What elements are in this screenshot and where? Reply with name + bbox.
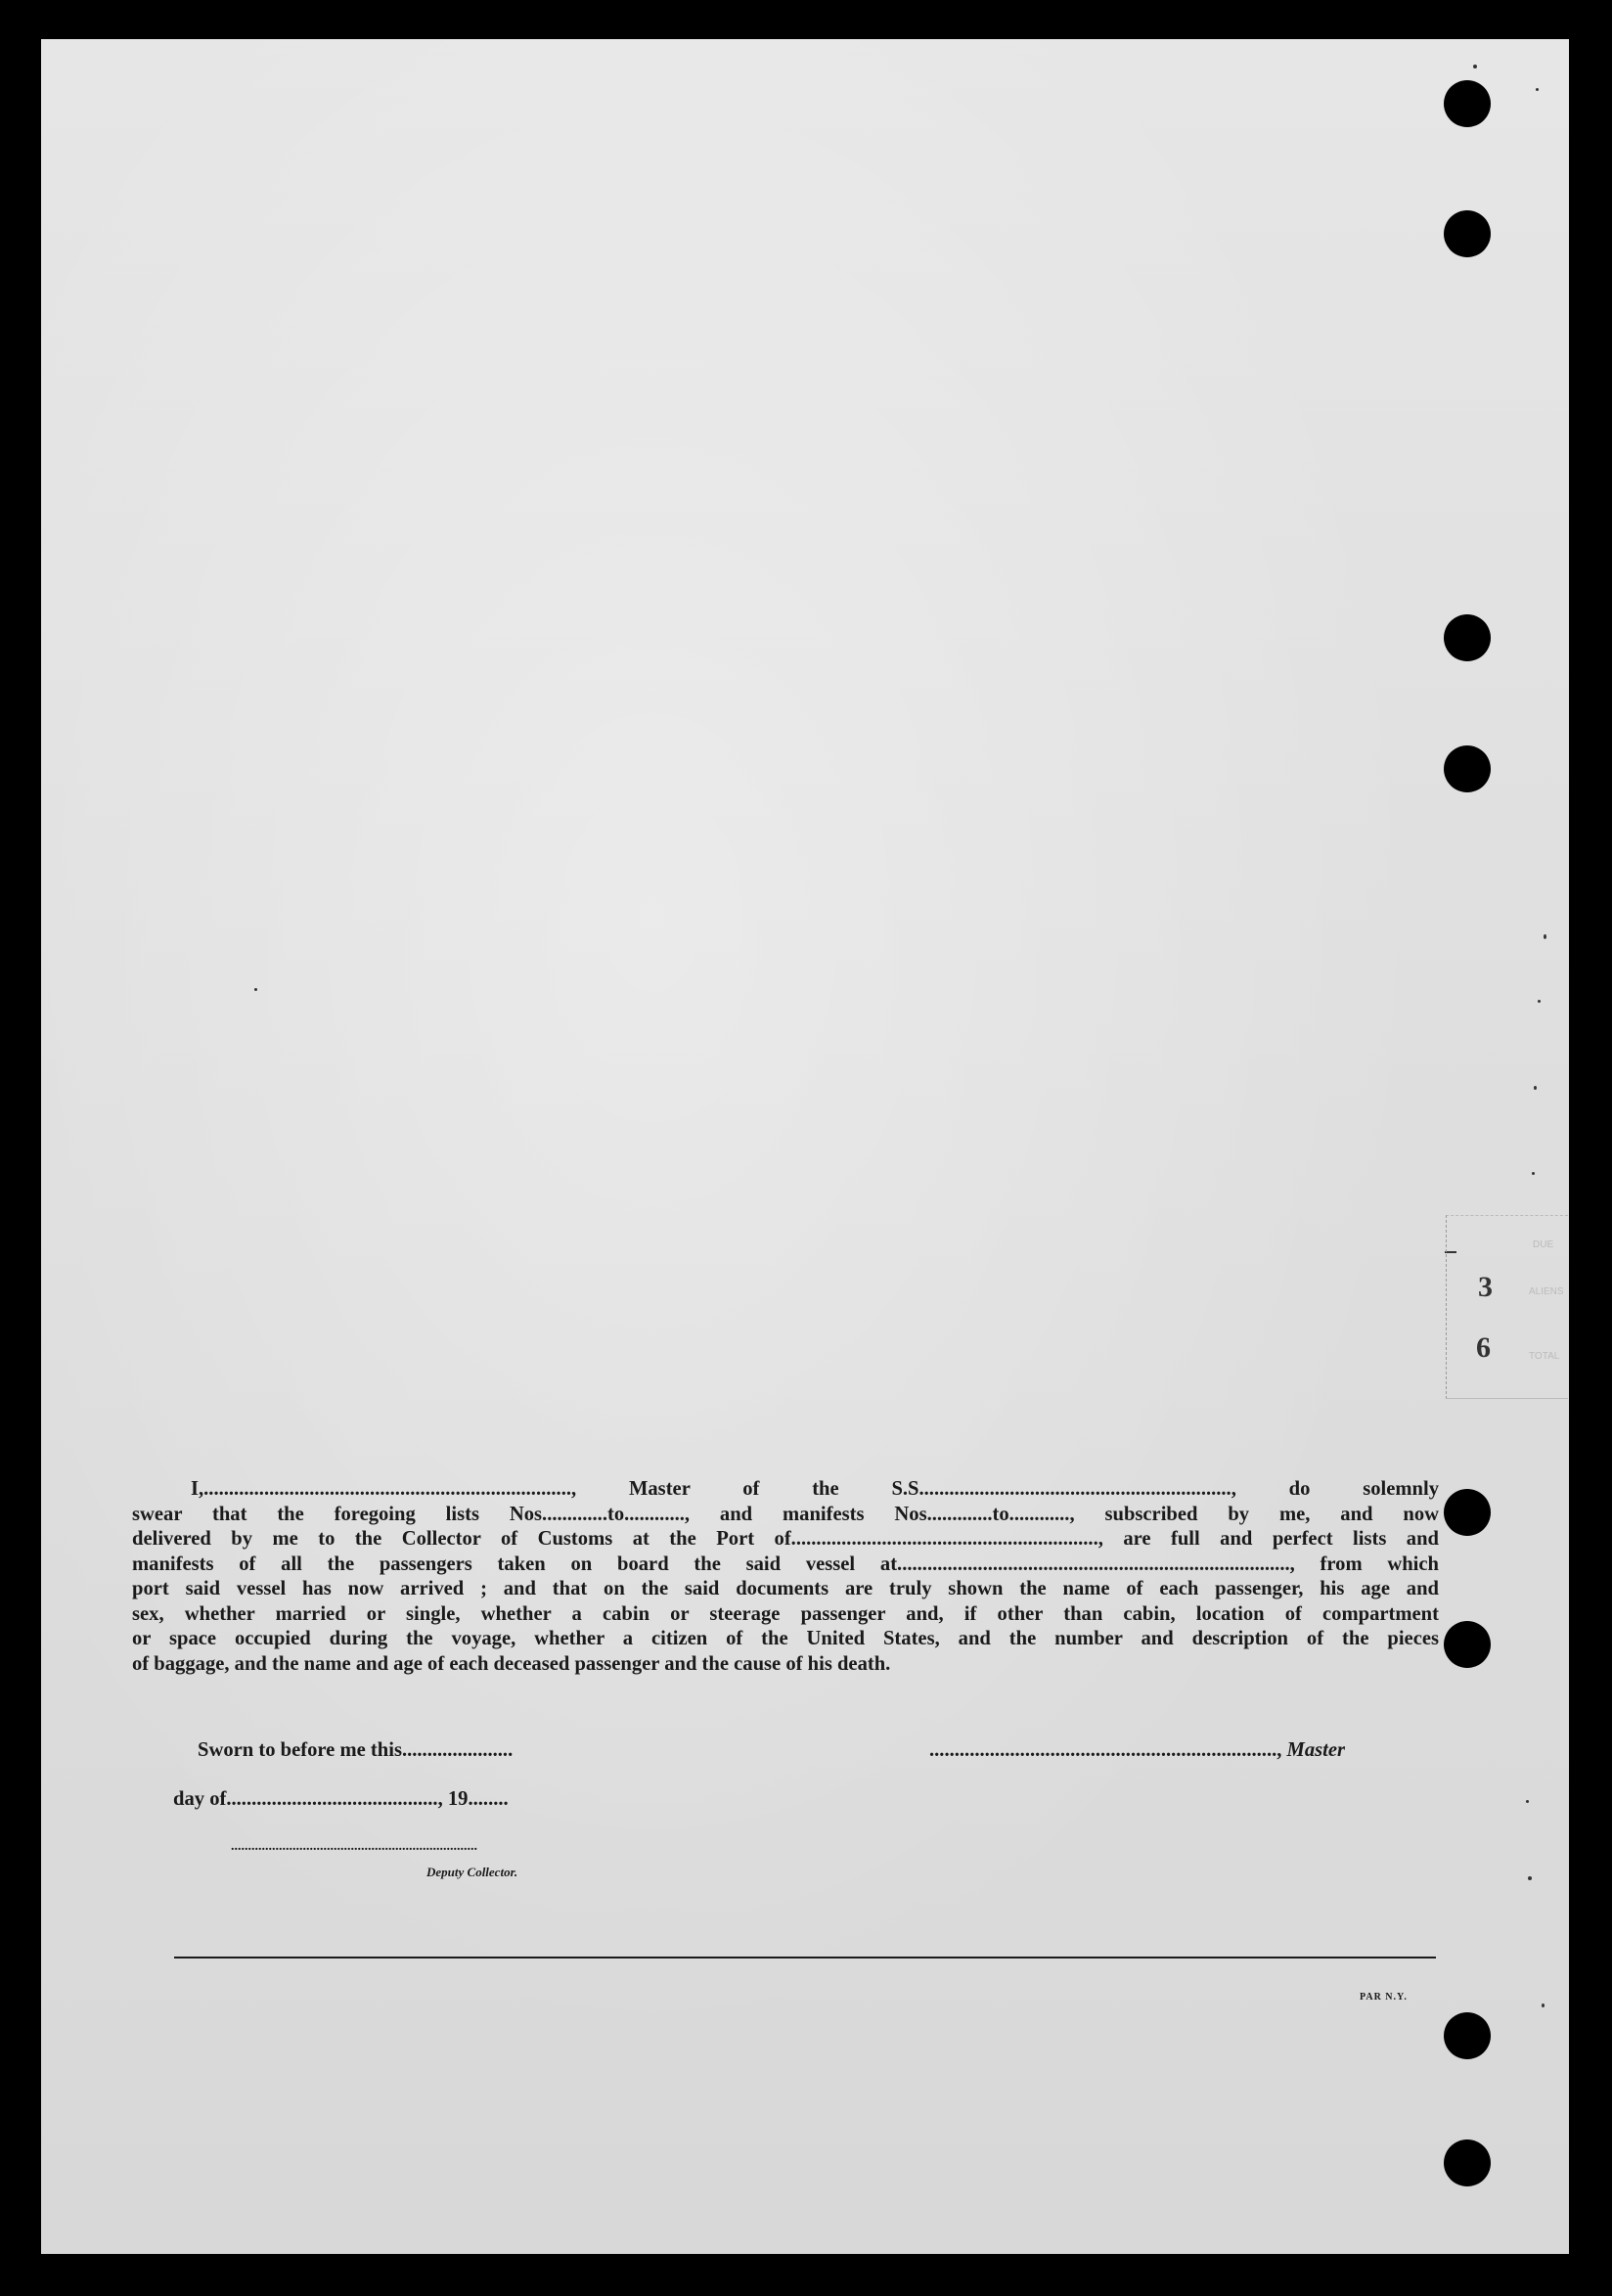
- punch-hole: [1444, 2012, 1491, 2059]
- speck: [1542, 2003, 1545, 2007]
- master-signature-dots: .....................................................................,: [929, 1739, 1282, 1761]
- punch-hole: [1444, 614, 1491, 661]
- punch-hole: [1444, 2139, 1491, 2186]
- oath-line: delivered by me to the Collector of Customs at the Port of............................................................., are full and perfect lists and: [132, 1528, 1439, 1550]
- speck: [1544, 934, 1546, 939]
- stamp-faint-label: ALIENS: [1529, 1286, 1564, 1297]
- speck: [1528, 1876, 1532, 1880]
- speck: [1534, 1086, 1537, 1090]
- speck: [1526, 1800, 1529, 1803]
- oath-line: of baggage, and the name and age of each deceased passenger and the cause of his death.: [132, 1652, 891, 1675]
- sworn-line: Sworn to before me this......................: [198, 1739, 514, 1761]
- oath-line: swear that the foregoing lists Nos.............to............, and manifests Nos.............to............, subscribed by me, and now: [132, 1503, 1439, 1525]
- oath-line: manifests of all the passengers taken on board the said vessel at.............................................................................., from which: [132, 1553, 1439, 1575]
- punch-hole: [1444, 1489, 1491, 1536]
- stamp-digit: 3: [1478, 1271, 1493, 1303]
- tally-stamp: [1446, 1215, 1568, 1399]
- speck: [1473, 65, 1477, 68]
- oath-line: I,........................................................................., Master of the S.S.............................................................., do solemnly: [191, 1478, 1439, 1500]
- master-signature-line: [929, 1739, 1345, 1762]
- speck: [1536, 88, 1539, 91]
- oath-line: sex, whether married or single, whether a cabin or steerage passenger and, if other than cabin, location of compartment: [132, 1602, 1439, 1625]
- master-label: Master: [1286, 1739, 1346, 1761]
- master-oath-paragraph: [132, 1477, 1439, 1677]
- punch-hole: [1444, 210, 1491, 257]
- deputy-collector-label: Deputy Collector.: [426, 1865, 518, 1879]
- speck: [1538, 1000, 1541, 1003]
- deputy-signature-dots: ........................................................................: [231, 1839, 477, 1854]
- punch-hole: [1444, 1621, 1491, 1668]
- punch-hole: [1444, 80, 1491, 127]
- document-page: [41, 39, 1569, 2254]
- oath-line: or space occupied during the voyage, whether a citizen of the United States, and the number and description of the pieces: [132, 1628, 1439, 1649]
- speck: [1532, 1172, 1535, 1175]
- horizontal-rule: [174, 1957, 1436, 1958]
- speck: [254, 988, 257, 991]
- oath-line: port said vessel has now arrived ; and that on the said documents are truly shown the name of each passenger, his age and: [132, 1578, 1439, 1599]
- punch-hole: [1444, 745, 1491, 792]
- stamp-faint-label: TOTAL: [1529, 1351, 1560, 1362]
- day-of-line: day of.........................................., 19........: [173, 1788, 509, 1810]
- stamp-digit: 6: [1476, 1331, 1491, 1364]
- printer-mark: PAR N.Y.: [1360, 1992, 1408, 2003]
- stamp-faint-label: DUE: [1533, 1239, 1554, 1250]
